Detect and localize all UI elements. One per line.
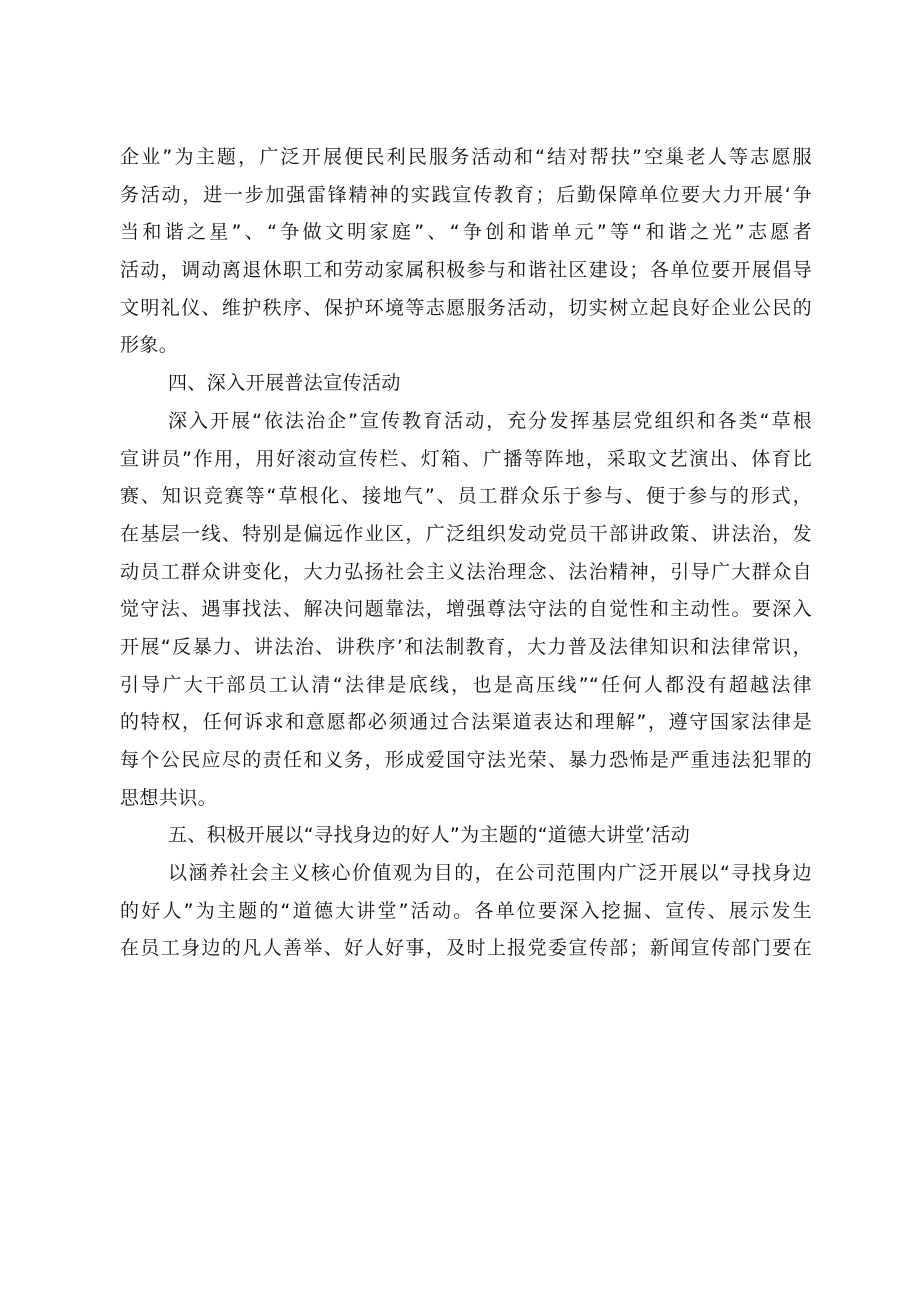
paragraph-line: 务活动，进一步加强雷锋精神的实践宣传教育；后勤保障单位要大力开展‘争	[120, 183, 812, 206]
paragraph-line: 以涵养社会主义核心价值观为目的，在公司范围内广泛开展以“寻找身边	[168, 862, 812, 885]
paragraph-line: 深入开展“依法治企”宣传教育活动，充分发挥基层党组织和各类“草根	[168, 409, 812, 432]
paragraph-line: 宣讲员”作用，用好滚动宣传栏、灯箱、广播等阵地，采取文艺演出、体育比	[120, 447, 812, 470]
paragraph-line: 形象。	[120, 334, 179, 357]
paragraph-line: 在员工身边的凡人善举、好人好事，及时上报党委宣传部；新闻宣传部门要在	[120, 937, 812, 960]
paragraph-line: 当和谐之星”、“争做文明家庭”、“争创和谐单元”等“和谐之光”志愿者	[120, 221, 812, 244]
paragraph-line: 企业”为主题，广泛开展便民利民服务活动和“结对帮扶”空巢老人等志愿服	[120, 146, 812, 168]
paragraph-line: 每个公民应尽的责任和义务，形成爱国守法光荣、暴力恐怖是严重违法犯罪的	[120, 749, 812, 771]
paragraph-line: 的好人”为主题的“道德大讲堂”活动。各单位要深入挖掘、宣传、展示发生	[120, 899, 812, 922]
section-4-heading: 四、深入开展普法宣传活动	[168, 372, 401, 395]
document-body	[120, 139, 812, 968]
paragraph-line: 思想共识。	[120, 786, 218, 809]
paragraph-line: 在基层一线、特别是偏远作业区，广泛组织发动党员干部讲政策、讲法治，发	[120, 522, 812, 545]
paragraph-line: 赛、知识竞赛等“草根化、接地气”、员工群众乐于参与、便于参与的形式，	[120, 485, 812, 508]
paragraph-line: 引导广大干部员工认清“法律是底线，也是高压线”“任何人都没有超越法律	[120, 673, 812, 696]
paragraph-line: 文明礼仪、维护秩序、保护环境等志愿服务活动，切实树立起良好企业公民的	[120, 296, 812, 319]
paragraph-line: 开展“反暴力、讲法治、讲秩序’和法制教育，大力普及法律知识和法律常识，	[120, 635, 812, 658]
paragraph-line: 活动，调动离退休职工和劳动家属积极参与和谐社区建设；各单位要开展倡导	[120, 259, 812, 282]
paragraph-line: 动员工群众讲变化，大力弘扬社会主义法治理念、法治精神，引导广大群众自	[120, 560, 812, 583]
paragraph-line: 的特权，任何诉求和意愿都必须通过合法渠道表达和理解”，遵守国家法律是	[120, 711, 812, 734]
section-5-heading: 五、积极开展以“寻找身边的好人”为主题的“道德大讲堂’活动	[168, 824, 691, 847]
paragraph-line: 觉守法、遇事找法、解决问题靠法，增强尊法守法的自觉性和主动性。要深入	[120, 598, 812, 621]
